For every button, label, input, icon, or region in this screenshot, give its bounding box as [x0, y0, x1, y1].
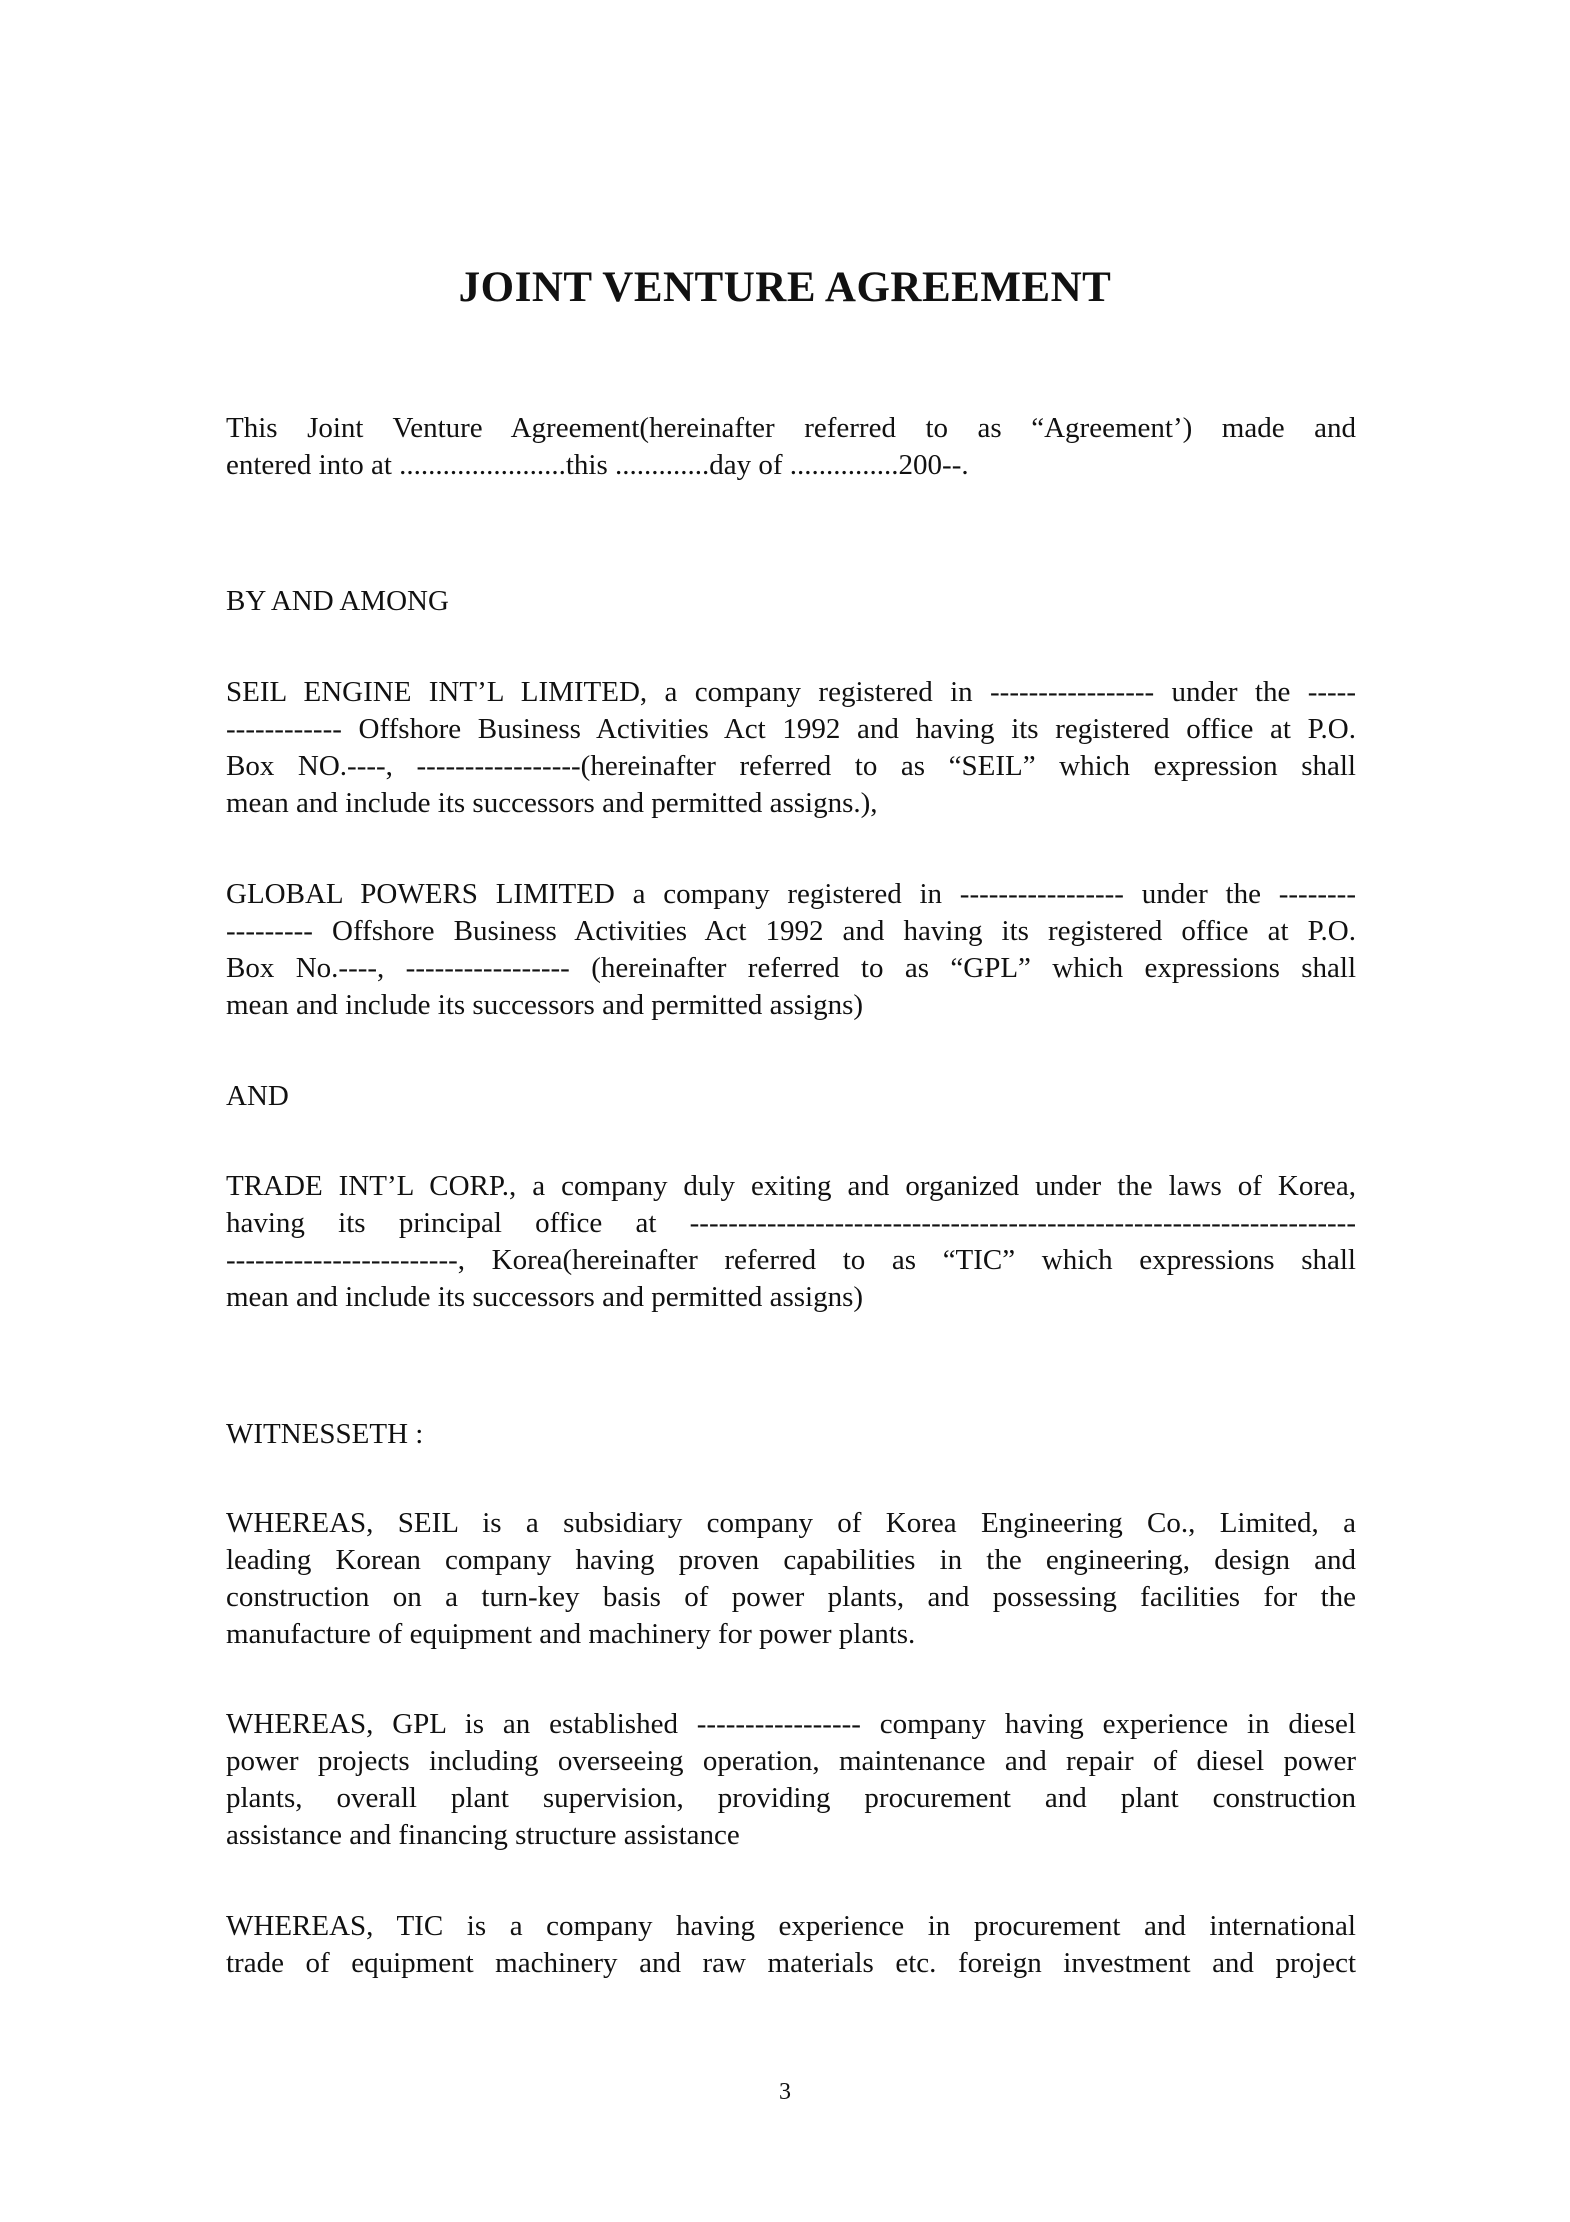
whereas-seil-line-2: leading Korean company having proven capabilities in the engineering, design and: [226, 1544, 1356, 1576]
whereas-gpl-line-4: assistance and financing structure assistance: [226, 1819, 740, 1851]
party-tic-paragraph: [226, 1168, 1356, 1316]
document-title: JOINT VENTURE AGREEMENT: [458, 264, 1112, 311]
party-gpl-paragraph: [226, 876, 1356, 1024]
party-seil-line-1: SEIL ENGINE INT’L LIMITED, a company registered in ----------------- under the -----: [226, 676, 1356, 708]
page-number: 3: [779, 2079, 791, 2105]
party-seil-line-4: mean and include its successors and permitted assigns.),: [226, 787, 878, 819]
whereas-seil-line-3: construction on a turn-key basis of power plants, and possessing facilities for the: [226, 1581, 1356, 1613]
party-gpl-line-2: --------- Offshore Business Activities Act 1992 and having its registered office at P.O.: [226, 915, 1356, 947]
party-gpl-line-1: GLOBAL POWERS LIMITED a company registered in ----------------- under the --------: [226, 878, 1356, 910]
party-gpl-line-3: Box No.----, ----------------- (hereinafter referred to as “GPL” which expressions shall: [226, 952, 1356, 984]
whereas-gpl-line-3: plants, overall plant supervision, providing procurement and plant construction: [226, 1782, 1356, 1814]
party-seil-line-3: Box NO.----, -----------------(hereinafter referred to as “SEIL” which expression shall: [226, 750, 1356, 782]
and-label: AND: [226, 1080, 289, 1112]
intro-line-2: entered into at .......................this .............day of ...............200--.: [226, 449, 969, 481]
whereas-gpl-paragraph: [226, 1706, 1356, 1854]
intro-paragraph: [226, 410, 1356, 484]
party-tic-line-3: ------------------------, Korea(hereinafter referred to as “TIC” which expressions shall: [226, 1244, 1356, 1276]
whereas-seil-paragraph: [226, 1505, 1356, 1653]
party-seil-line-2: ------------ Offshore Business Activities Act 1992 and having its registered office at P.O.: [226, 713, 1356, 745]
whereas-tic-line-1: WHEREAS, TIC is a company having experience in procurement and international: [226, 1910, 1356, 1942]
party-seil-paragraph: [226, 674, 1356, 822]
party-tic-line-4: mean and include its successors and permitted assigns): [226, 1281, 864, 1313]
by-and-among-heading: BY AND AMONG: [226, 585, 449, 617]
intro-line-1: This Joint Venture Agreement(hereinafter referred to as “Agreement’) made and: [226, 412, 1356, 444]
party-gpl-line-4: mean and include its successors and permitted assigns): [226, 989, 864, 1021]
party-tic-line-2: having its principal office at ---------------------------------------------------------------------: [226, 1207, 1356, 1239]
whereas-tic-line-2: trade of equipment machinery and raw materials etc. foreign investment and project: [226, 1947, 1356, 1979]
party-tic-line-1: TRADE INT’L CORP., a company duly exiting and organized under the laws of Korea,: [226, 1170, 1356, 1202]
whereas-gpl-line-1: WHEREAS, GPL is an established ----------------- company having experience in diesel: [226, 1708, 1356, 1740]
whereas-tic-paragraph: [226, 1908, 1356, 1982]
witnesseth-heading: WITNESSETH :: [226, 1418, 424, 1450]
whereas-gpl-line-2: power projects including overseeing operation, maintenance and repair of diesel power: [226, 1745, 1356, 1777]
whereas-seil-line-1: WHEREAS, SEIL is a subsidiary company of Korea Engineering Co., Limited, a: [226, 1507, 1356, 1539]
whereas-seil-line-4: manufacture of equipment and machinery for power plants.: [226, 1618, 916, 1650]
